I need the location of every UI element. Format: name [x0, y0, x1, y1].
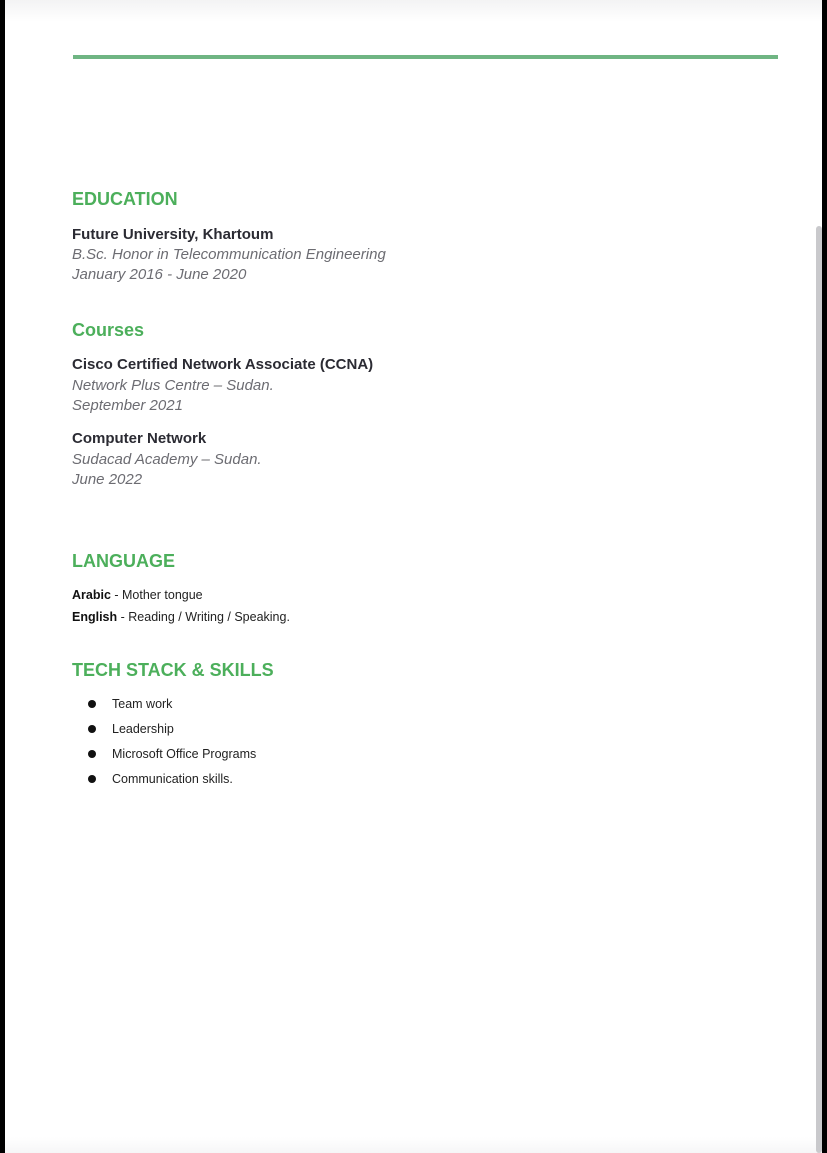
page-top-edge: [5, 0, 822, 22]
education-dates: January 2016 - June 2020: [72, 266, 247, 283]
course-title: Computer Network: [72, 430, 207, 447]
course-date: September 2021: [72, 397, 183, 414]
vertical-scrollbar[interactable]: [816, 226, 822, 1153]
bullet-dot-icon: [88, 725, 96, 733]
courses-heading: Courses: [72, 320, 145, 340]
resume-page: [5, 0, 822, 1153]
skills-heading: TECH STACK & SKILLS: [72, 660, 274, 680]
education-heading: EDUCATION: [72, 189, 178, 209]
language-item: [72, 610, 290, 624]
course-provider: Network Plus Centre – Sudan.: [72, 377, 274, 394]
bullet-dot-icon: [88, 750, 96, 758]
education-degree: B.Sc. Honor in Telecommunication Engineering: [72, 246, 386, 263]
bullet-dot-icon: [88, 700, 96, 708]
language-detail: - Reading / Writing / Speaking.: [117, 610, 290, 624]
skill-label: Team work: [112, 697, 173, 711]
skill-label: Communication skills.: [112, 772, 233, 786]
course-date: June 2022: [72, 471, 143, 488]
bullet-dot-icon: [88, 775, 96, 783]
language-heading: LANGUAGE: [72, 551, 175, 571]
page-bottom-edge: [5, 1137, 822, 1153]
education-institution: Future University, Khartoum: [72, 226, 274, 243]
language-name: Arabic: [72, 588, 111, 602]
skill-label: Leadership: [112, 722, 174, 736]
course-title: Cisco Certified Network Associate (CCNA): [72, 356, 374, 373]
language-detail: - Mother tongue: [110, 588, 203, 602]
language-item: [72, 588, 203, 602]
header-divider: [73, 55, 778, 59]
language-name: English: [72, 610, 118, 624]
skill-label: Microsoft Office Programs: [112, 747, 257, 761]
course-provider: Sudacad Academy – Sudan.: [72, 451, 262, 468]
